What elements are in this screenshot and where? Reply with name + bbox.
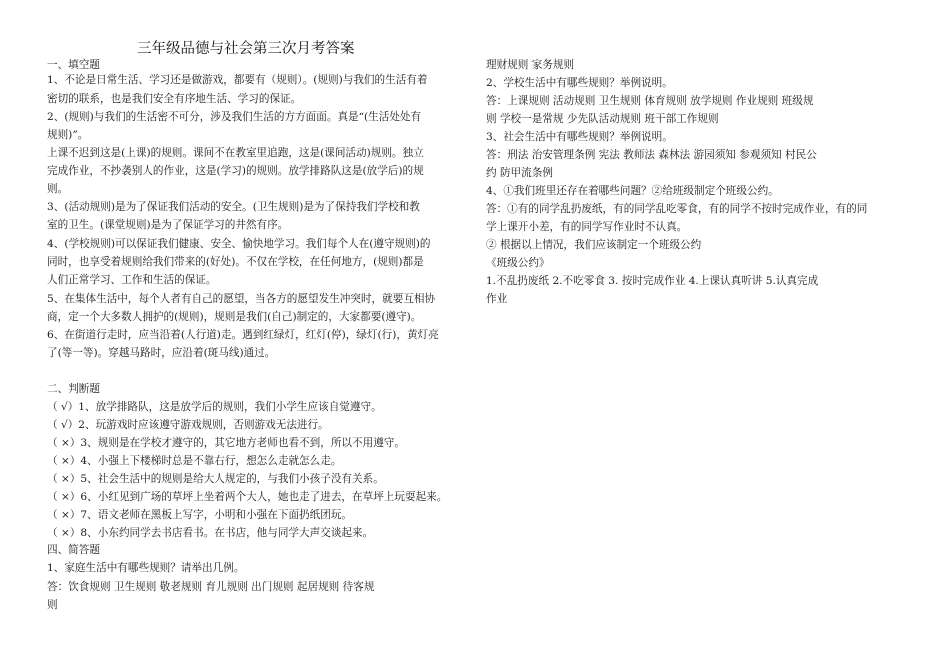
right-text-line: 2、学校生活中有哪些规则？举例说明。	[486, 77, 673, 89]
left-text-line: 同时，也享受着规则给我们带来的(好处)。不仅在学校，在任何地方，(规则)都是	[47, 256, 424, 268]
right-text-line: ② 根据以上情况，我们应该制定一个班级公约	[486, 239, 702, 251]
left-text-line: 2、(规则)与我们的生活密不可分，涉及我们生活的方方面面。真是“(生活处处有	[47, 111, 422, 123]
left-text-line: 则	[47, 599, 58, 611]
left-text-line: （ √）2、玩游戏时应该遵守游戏规则，否则游戏无法进行。	[47, 419, 329, 431]
left-text-line: 人们正常学习、工作和生活的保证。	[47, 274, 217, 286]
left-text-line: 1、家庭生活中有哪些规则？请举出几例。	[47, 562, 245, 574]
left-text-line: （ ×）4、小强上下楼梯时总是不靠右行，想怎么走就怎么走。	[47, 455, 342, 467]
right-text-line: 3、社会生活中有哪些规则？举例说明。	[486, 131, 673, 143]
right-text-line: 《班级公约》	[486, 257, 550, 269]
left-text-line: 商，定一个大多数人拥护的(规则)，规则是我们(自己)制定的，大家都要(遵守)。	[47, 311, 422, 323]
left-text-line: 答：饮食规则 卫生规则 敬老规则 育儿规则 出门规则 起居规则 待客规	[47, 581, 375, 593]
left-text-line: 3、(活动规则)是为了保证我们活动的安全。(卫生规则)是为了保持我们学校和教	[47, 201, 420, 213]
left-text-line: 6、在街道行走时，应当沿着(人行道)走。遇到红绿灯，红灯(停)，绿灯(行)，黄灯亮	[47, 329, 439, 341]
right-text-line: 答：①有的同学乱扔废纸，有的同学乱吃零食，有的同学不按时完成作业，有的同	[486, 203, 868, 215]
right-text-line: 理财规则 家务规则	[486, 59, 575, 71]
right-text-line: 则 学校一是常规 少先队活动规则 班干部工作规则	[486, 113, 719, 125]
left-text-line: 四、简答题	[47, 544, 100, 556]
right-text-line: 学上课开小差，有的同学写作业时不认真。	[486, 221, 688, 233]
right-text-line: 作业	[486, 293, 508, 305]
right-text-line: 答：刑法 治安管理条例 宪法 教师法 森林法 游园须知 参观须知 村民公	[486, 149, 817, 161]
left-text-line: 一、填空题	[47, 59, 100, 71]
left-text-line: （ √）1、放学排路队，这是放学后的规则，我们小学生应该自觉遵守。	[47, 401, 382, 413]
right-text-line: 答：上课规则 活动规则 卫生规则 体育规则 放学规则 作业规则 班级规	[486, 95, 814, 107]
left-text-line: 了(等一等)。穿越马路时，应沿着(斑马线)通过。	[47, 347, 276, 359]
right-text-line: 1.不乱扔废纸 2.不吃零食 3. 按时完成作业 4.上课认真听讲 5.认真完成	[486, 275, 819, 287]
left-text-line: 二、判断题	[47, 383, 100, 395]
left-text-line: （ ×）8、小东约同学去书店看书。在书店，他与同学大声交谈起来。	[47, 527, 374, 539]
left-text-line: 密切的联系，也是我们安全有序地生活、学习的保证。	[47, 93, 302, 105]
left-text-line: （ ×）7、语文老师在黑板上写字，小明和小强在下面扔纸团玩。	[47, 509, 353, 521]
left-text-line: 4、(学校规则)可以保证我们健康、安全、愉快地学习。我们每个人在(遵守规则)的	[47, 238, 431, 250]
right-text-line: 4、①我们班里还存在着哪些问题？②给班级制定个班级公约。	[486, 185, 779, 197]
left-text-line: 则。	[47, 183, 69, 195]
left-text-line: （ ×）3、规则是在学校才遵守的，其它地方老师也看不到，所以不用遵守。	[47, 437, 405, 449]
left-text-line: 5、在集体生活中，每个人者有自己的愿望，当各方的愿望发生冲突时，就要互相协	[47, 293, 436, 305]
left-text-line: 1、不论是日常生活、学习还是做游戏，都要有（规则）。(规则)与我们的生活有着	[47, 74, 428, 86]
left-text-line: （ ×）5、社会生活中的规则是给大人规定的，与我们小孩子没有关系。	[47, 473, 384, 485]
left-text-line: 规则)”。	[47, 129, 89, 141]
left-text-line: 上课不迟到这是(上课)的规则。课间不在教室里追跑，这是(课间活动)规则。独立	[47, 147, 424, 159]
left-text-line: 室的卫生。(课堂规则)是为了保证学习的井然有序。	[47, 219, 289, 231]
page-title: 三年级品德与社会第三次月考答案	[137, 41, 355, 57]
left-text-line: （ ×）6、小红见到广场的草坪上坐着两个大人，她也走了进去，在草坪上玩耍起来。	[47, 491, 448, 503]
left-text-line: 完成作业，不抄袭别人的作业，这是(学习)的规则。放学排路队这是(放学后)的规	[47, 165, 424, 177]
right-text-line: 约 防甲流条例	[486, 167, 553, 179]
